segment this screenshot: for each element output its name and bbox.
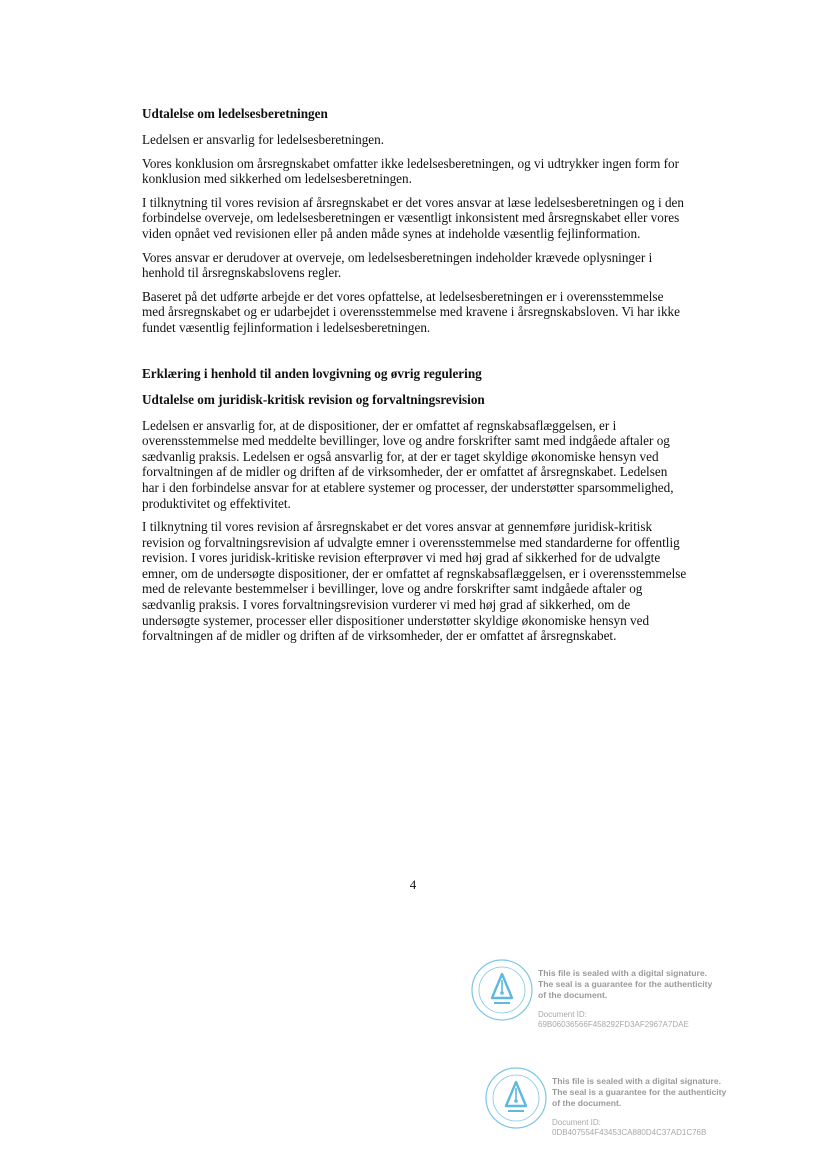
paragraph: Ledelsen er ansvarlig for, at de dispositioner, der er omfattet af regnskabsaflæggelsen, er i overensstemmelse med meddelte bevillinger, love og andre forskrifter samt med indgåede aftaler og sædvanlig praksis. Ledelsen er også ansvarlig for, at der er taget skyldige økonomiske hensyn ved forvaltningen af de midler og driften af de virksomheder, der er omfattet af årsregnskabet. Ledelsen har i den forbindelse ansvar for at etablere systemer og processer, der understøtter sparsommelighed, produktivitet og effektivitet. xyxy=(142,417,674,511)
seal-text-line: The seal is a guarantee for the authenticity xyxy=(538,979,713,989)
section-subheading: Udtalelse om juridisk-kritisk revision og forvaltningsrevision xyxy=(142,391,485,407)
page-number: 4 xyxy=(409,877,417,892)
digital-seal xyxy=(484,1066,784,1146)
paragraph: Vores ansvar er derudover at overveje, om ledelsesberetningen indeholder krævede oplysninger i henhold til årsregnskabslovens regler. xyxy=(142,249,653,281)
document-id: 69B06036566F458292FD3AF2967A7DAE xyxy=(538,1020,689,1029)
document-id-label: Document ID: xyxy=(538,1010,587,1019)
seal-text-line: The seal is a guarantee for the authenticity xyxy=(552,1087,727,1097)
seal-text-line: This file is sealed with a digital signature. xyxy=(538,968,708,978)
paragraph: Ledelsen er ansvarlig for ledelsesberetningen. xyxy=(142,132,385,147)
document-body xyxy=(142,106,687,652)
paragraph: I tilknytning til vores revision af årsregnskabet er det vores ansvar at læse ledelsesberetningen og i den forbindelse overveje, om ledelsesberetningen er væsentligt inkonsistent med årsregnskabet eller vores viden opnået ved revisionen eller på anden måde synes at indeholde væsentlig fejlinformation. xyxy=(142,194,684,241)
section-heading: Erklæring i henhold til anden lovgivning og øvrig regulering xyxy=(142,365,482,381)
paragraph: Vores konklusion om årsregnskabet omfatter ikke ledelsesberetningen, og vi udtrykker ingen form for konklusion med sikkerhed om ledelsesberetningen. xyxy=(142,155,680,187)
digital-seal xyxy=(470,958,770,1038)
seal-icon xyxy=(484,1066,548,1130)
seal-text-line: of the document. xyxy=(552,1098,622,1108)
document-id: 0DB407554F43453CA880D4C37AD1C76B xyxy=(552,1128,707,1137)
paragraph: I tilknytning til vores revision af årsregnskabet er det vores ansvar at gennemføre juridisk-kritisk revision og forvaltningsrevision af udvalgte emner i overensstemmelse med standarderne for offentlig revision. I vores juridisk-kritiske revision efterprøver vi med høj grad af sikkerhed for de udvalgte emner, om de undersøgte dispositioner, der er omfattet af regnskabsaflæggelsen, er i overensstemmelse med de relevante bestemmelser i bevillinger, love og andre forskrifter samt indgåede aftaler og sædvanlig praksis. I vores forvaltningsrevision vurderer vi med høj grad af sikkerhed, om de undersøgte systemer, processer eller dispositioner understøtter skyldige økonomiske hensyn ved forvaltningen af de midler og driften af de virksomheder, der er omfattet af årsregnskabet. xyxy=(142,519,687,644)
document-id-label: Document ID: xyxy=(552,1118,601,1127)
seal-text-line: of the document. xyxy=(538,990,608,1000)
seal-icon xyxy=(470,958,534,1022)
paragraph: Baseret på det udførte arbejde er det vores opfattelse, at ledelsesberetningen er i overensstemmelse med årsregnskabet og er udarbejdet i overensstemmelse med kravene i årsregnskabsloven. Vi har ikke fundet væsentlig fejlinformation i ledelsesberetningen. xyxy=(142,288,681,335)
seal-text-line: This file is sealed with a digital signature. xyxy=(552,1076,722,1086)
section-heading: Udtalelse om ledelsesberetningen xyxy=(142,106,328,121)
